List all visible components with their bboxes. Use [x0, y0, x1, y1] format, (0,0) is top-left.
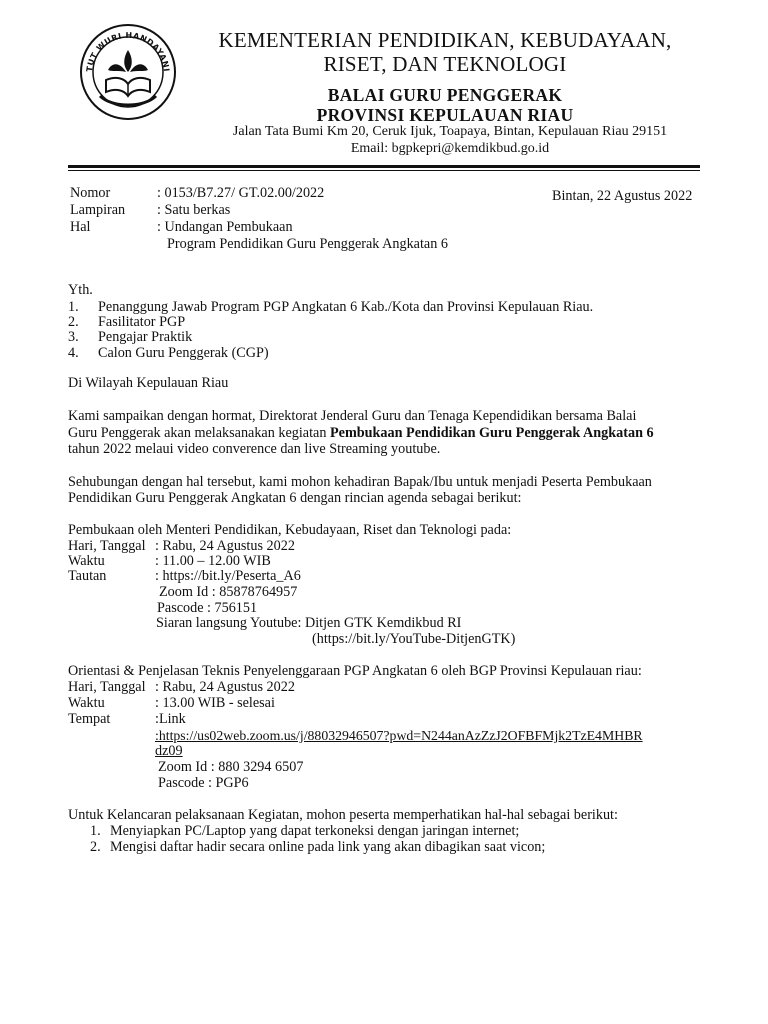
agenda1-date-value: : Rabu, 24 Agustus 2022 [155, 538, 295, 554]
agenda1-youtube: Siaran langsung Youtube: Ditjen GTK Kemdikbud RI [156, 615, 462, 631]
letterhead-divider-thin [68, 170, 700, 171]
agenda2-time-label: Waktu [68, 695, 105, 711]
recipient-text-1: Penanggung Jawab Program PGP Angkatan 6 Kab./Kota dan Provinsi Kepulauan Riau. [98, 299, 594, 315]
agenda1-pascode: Pascode : 756151 [157, 600, 258, 616]
recipient-text-3: Pengajar Praktik [98, 329, 193, 345]
closing-num-1: 1. [90, 823, 101, 839]
agenda2-intro: Orientasi & Penjelasan Teknis Penyelenggaraan PGP Angkatan 6 oleh BGP Provinsi Kepulauan riau: [68, 663, 642, 679]
office-name-line1: BALAI GURU PENGGERAK [327, 85, 563, 105]
closing-text-1: Menyiapkan PC/Laptop yang dapat terkoneksi dengan jaringan internet; [110, 823, 520, 839]
nomor-label: Nomor [70, 185, 111, 201]
paragraph1-line2-text: Guru Penggerak akan melaksanakan kegiatan [68, 425, 330, 441]
closing-intro: Untuk Kelancaran pelaksanaan Kegiatan, mohon peserta memperhatikan hal-hal sebagai berikut: [68, 807, 618, 823]
agenda1-time-label: Waktu [68, 553, 105, 569]
recipient-num-4: 4. [68, 345, 79, 361]
closing-text-2: Mengisi daftar hadir secara online pada link yang akan dibagikan saat vicon; [110, 839, 546, 855]
agenda1-link-label: Tautan [68, 568, 107, 584]
recipient-text-4: Calon Guru Penggerak (CGP) [98, 345, 269, 361]
agenda1-intro: Pembukaan oleh Menteri Pendidikan, Kebudayaan, Riset dan Teknologi pada: [68, 522, 512, 538]
hal-value-line2: Program Pendidikan Guru Penggerak Angkatan 6 [167, 236, 448, 252]
agenda2-zoom-link-line1[interactable]: :https://us02web.zoom.us/j/88032946507?pwd=N244anAzZzJ2OFBFMjk2TzE4MHBR [155, 728, 643, 743]
recipient-location: Di Wilayah Kepulauan Riau [68, 375, 229, 391]
office-address: Jalan Tata Bumi Km 20, Ceruk Ijuk, Toapaya, Bintan, Kepulauan Riau 29151 [232, 124, 668, 139]
agenda1-time-value: : 11.00 – 12.00 WIB [155, 553, 271, 569]
recipient-text-2: Fasilitator PGP [98, 314, 186, 330]
paragraph1-event-name: Pembukaan Pendidikan Guru Penggerak Angkatan 6 [329, 425, 654, 441]
agenda2-date-value: : Rabu, 24 Agustus 2022 [155, 679, 295, 695]
closing-num-2: 2. [90, 839, 101, 855]
agenda2-place-label: Tempat [68, 711, 111, 727]
agenda1-date-label: Hari, Tanggal [68, 538, 146, 554]
recipient-num-1: 1. [68, 299, 79, 315]
paragraph2-line2: Pendidikan Guru Penggerak Angkatan 6 dengan rincian agenda sebagai berikut: [68, 490, 522, 506]
paragraph1-line3: tahun 2022 melaui video converence dan live Streaming youtube. [68, 441, 441, 457]
recipient-num-2: 2. [68, 314, 79, 330]
agenda1-link-value[interactable]: : https://bit.ly/Peserta_A6 [155, 568, 301, 584]
agenda2-date-label: Hari, Tanggal [68, 679, 146, 695]
recipient-num-3: 3. [68, 329, 79, 345]
letterhead-divider-thick [68, 165, 700, 168]
nomor-value: : 0153/B7.27/ GT.02.00/2022 [157, 185, 325, 201]
agenda2-place-value: :Link [155, 711, 186, 727]
paragraph1-line1: Kami sampaikan dengan hormat, Direktorat Jenderal Guru dan Tenaga Kependidikan bersama Balai [68, 408, 637, 424]
agenda1-zoom-id: Zoom Id : 85878764957 [159, 584, 298, 600]
svg-text:TUT WURI HANDAYANI: TUT WURI HANDAYANI [84, 30, 171, 73]
agenda2-zoom-link-line2[interactable]: dz09 [155, 743, 183, 759]
tut-wuri-handayani-logo [78, 22, 178, 122]
lampiran-label: Lampiran [70, 202, 126, 218]
office-email: Email: bgpkepri@kemdikbud.go.id [350, 141, 550, 156]
agenda2-pascode: Pascode : PGP6 [158, 775, 249, 791]
place-date: Bintan, 22 Agustus 2022 [552, 188, 693, 204]
tut-wuri-handayani-emblem-icon [78, 22, 178, 122]
agenda2-time-value: : 13.00 WIB - selesai [155, 695, 275, 711]
lampiran-value: : Satu berkas [157, 202, 231, 218]
paragraph2-line1: Sehubungan dengan hal tersebut, kami mohon kehadiran Bapak/Ibu untuk menjadi Peserta Pembukaan [68, 474, 652, 490]
agenda1-youtube-link[interactable]: (https://bit.ly/YouTube-DitjenGTK) [312, 631, 516, 647]
hal-value-line1: : Undangan Pembukaan [157, 219, 293, 235]
office-name-line2: PROVINSI KEPULAUAN RIAU [316, 105, 574, 125]
paragraph1-line2 [68, 425, 654, 442]
ministry-name-line1: KEMENTERIAN PENDIDIKAN, KEBUDAYAAN, [218, 28, 672, 52]
ministry-name-line2: RISET, DAN TEKNOLOGI [323, 52, 567, 76]
agenda2-zoom-id: Zoom Id : 880 3294 6507 [158, 759, 304, 775]
greeting: Yth. [68, 282, 93, 298]
hal-label: Hal [70, 219, 91, 235]
